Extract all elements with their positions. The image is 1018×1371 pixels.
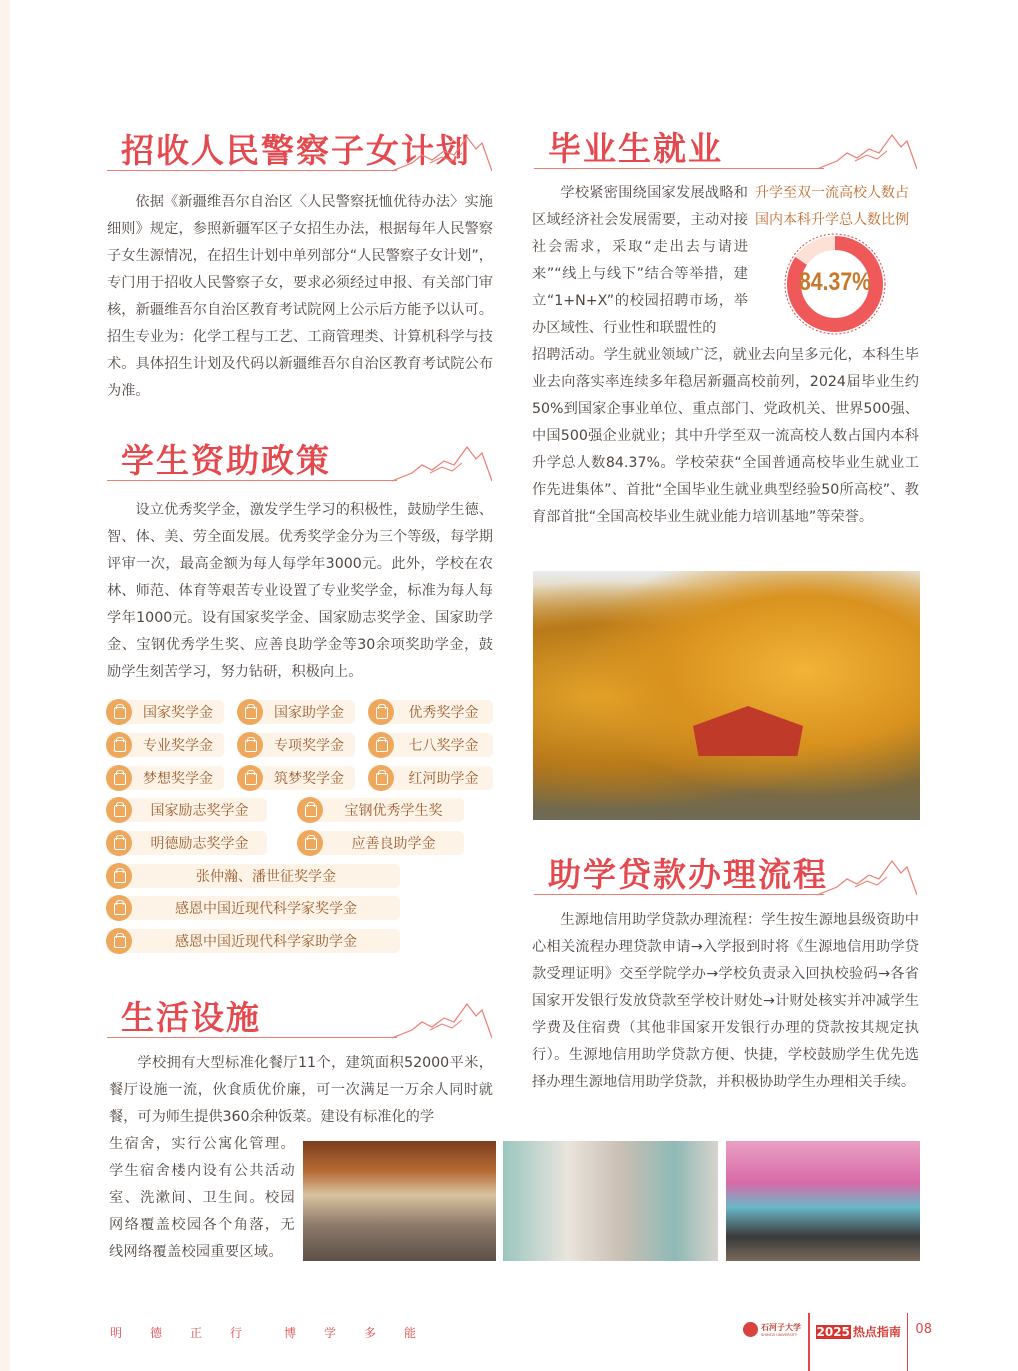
pavilion-shape xyxy=(693,706,803,756)
motto-char: 行 xyxy=(230,1326,243,1340)
scholarship-item xyxy=(298,798,464,822)
photo-canteen xyxy=(303,1141,496,1261)
motto-char: 明 xyxy=(110,1326,123,1340)
paragraph: 学校拥有大型标准化餐厅11个，建筑面积52000平米，餐厅设施一流，伙食质优价廉，可一次满足一万余人同时就餐，可为师生提供360余种饭菜。建设有标准化的学 xyxy=(109,1055,493,1125)
stat-caption-line: 国内本科升学总人数比例 xyxy=(755,212,909,228)
scholarship-label: 张仲瀚、潘世征奖学金 xyxy=(196,869,336,885)
police-text xyxy=(107,189,493,405)
scholarship-label: 国家励志奖学金 xyxy=(150,803,249,819)
lock-badge-icon xyxy=(368,765,394,791)
page-edge-strip xyxy=(0,0,10,1371)
life-text-top xyxy=(109,1050,493,1131)
mountain-icon xyxy=(817,131,917,171)
scholarship-item xyxy=(369,766,493,790)
scholarship-label: 国家助学金 xyxy=(274,705,344,721)
motto-char: 博 xyxy=(284,1326,297,1340)
lock-badge-icon xyxy=(106,895,132,921)
scholarship-label: 国家奖学金 xyxy=(143,705,213,721)
motto-char: 能 xyxy=(404,1326,417,1340)
section-title: 助学贷款办理流程 xyxy=(548,855,828,894)
scholarship-item xyxy=(107,929,400,953)
heading-underline xyxy=(107,1037,397,1039)
mountain-icon xyxy=(817,857,917,897)
footer-brand xyxy=(743,1313,932,1371)
scholarship-label: 宝钢优秀学生奖 xyxy=(344,803,443,819)
divider xyxy=(808,1313,810,1371)
scholarship-item xyxy=(238,733,355,757)
university-logo xyxy=(743,1322,801,1337)
lock-badge-icon xyxy=(106,863,132,889)
photo-autumn-pavilion xyxy=(533,571,920,820)
lock-badge-icon xyxy=(106,765,132,791)
photo-dorm-2 xyxy=(726,1141,920,1261)
heading-employment xyxy=(534,121,917,171)
paragraph: 生宿舍，实行公寓化管理。学生宿舍楼内设有公共活动室、洗漱间、卫生间。校园网络覆盖校园各个角落，无线网络覆盖校园重要区域。 xyxy=(109,1136,295,1260)
scholarship-label: 专项奖学金 xyxy=(274,738,344,754)
scholarship-item xyxy=(238,700,355,724)
section-title: 毕业生就业 xyxy=(548,129,723,168)
scholarship-label: 专业奖学金 xyxy=(143,738,213,754)
lock-badge-icon xyxy=(368,732,394,758)
aid-text xyxy=(107,497,493,686)
page-number: 08 xyxy=(915,1322,932,1337)
scholarship-item xyxy=(107,733,224,757)
paragraph: 招聘活动。学生就业领域广泛，就业去向呈多元化，本科生毕业去向落实率连续多年稳居新疆高校前列，2024届毕业生约50%到国家企事业单位、重点部门、党政机关、世界500强、中国500强企业就业；其中升学至双一流高校人数占国内本科升学总人数84.37%。学校荣获“全国普通高校毕业生就业工作先进集体”、首批“全国毕业生就业典型经验50所高校”、教育部首批“全国高校毕业生就业能力培训基地”等荣誉。 xyxy=(532,347,919,525)
lock-badge-icon xyxy=(106,797,132,823)
guide-label: 热点指南 xyxy=(852,1325,901,1339)
paragraph: 依据《新疆维吾尔自治区〈人民警察抚恤优待办法〉实施细则》规定，参照新疆军区子女招生办法，根据每年人民警察子女生源情况，在招生计划中单列部分“人民警察子女计划”，专门用于招收人民警察子女，要求必须经过申报、有关部门审核，新疆维吾尔自治区教育考试院网上公示后方能予以认可。招生专业为：化学工程与工艺、工商管理类、计算机科学与技术。具体招生计划及代码以新疆维吾尔自治区教育考试院公布为准。 xyxy=(107,194,493,399)
mountain-icon xyxy=(392,133,492,173)
lock-badge-icon xyxy=(237,732,263,758)
photo-dorm-1 xyxy=(503,1141,718,1261)
stat-donut xyxy=(780,232,890,336)
heading-underline xyxy=(534,894,824,896)
heading-life xyxy=(107,990,492,1040)
scholarship-item xyxy=(107,896,400,920)
motto-char: 正 xyxy=(190,1326,203,1340)
stat-caption xyxy=(755,180,909,234)
logo-en: SHIHEZI UNIVERSITY xyxy=(761,1333,798,1337)
employment-text-side xyxy=(532,180,748,342)
scholarship-label: 应善良助学金 xyxy=(351,836,436,852)
scholarship-item xyxy=(298,831,464,855)
footer-motto xyxy=(110,1324,444,1341)
lock-badge-icon xyxy=(297,830,323,856)
scholarship-label: 筑梦奖学金 xyxy=(274,771,344,787)
mountain-icon xyxy=(392,1000,492,1040)
scholarship-item xyxy=(369,733,493,757)
heading-underline xyxy=(107,480,397,482)
scholarship-item xyxy=(107,864,400,888)
guide-year: 2025 xyxy=(816,1324,850,1339)
scholarship-label: 红河助学金 xyxy=(408,771,479,787)
lock-badge-icon xyxy=(237,699,263,725)
scholarship-item xyxy=(107,700,224,724)
scholarship-label: 七八奖学金 xyxy=(408,738,479,754)
scholarship-item xyxy=(107,766,224,790)
mountain-icon xyxy=(392,443,492,483)
scholarship-label: 感恩中国近现代科学家奖学金 xyxy=(175,901,357,917)
heading-police xyxy=(107,123,492,173)
loan-text xyxy=(532,907,919,1096)
employment-text-rest xyxy=(532,342,919,531)
logo-text: 石河子大学 xyxy=(761,1323,801,1332)
lock-badge-icon xyxy=(106,699,132,725)
scholarship-item xyxy=(369,700,493,724)
stat-caption-line: 升学至双一流高校人数占 xyxy=(755,185,909,201)
logo-seal-icon xyxy=(743,1322,758,1337)
section-title: 学生资助政策 xyxy=(121,441,331,480)
divider xyxy=(907,1313,909,1371)
lock-badge-icon xyxy=(106,928,132,954)
heading-loan xyxy=(534,847,917,897)
life-text-side xyxy=(109,1131,295,1266)
section-title: 生活设施 xyxy=(121,998,261,1037)
scholarship-item xyxy=(238,766,355,790)
scholarship-item xyxy=(107,798,267,822)
motto-char: 德 xyxy=(150,1326,163,1340)
lock-badge-icon xyxy=(237,765,263,791)
heading-underline xyxy=(107,170,397,172)
scholarship-label: 梦想奖学金 xyxy=(143,771,213,787)
heading-underline xyxy=(534,168,824,170)
section-title: 招收人民警察子女计划 xyxy=(121,131,471,170)
lock-badge-icon xyxy=(106,830,132,856)
motto-char: 学 xyxy=(324,1326,337,1340)
scholarship-label: 明德励志奖学金 xyxy=(150,836,249,852)
lock-badge-icon xyxy=(297,797,323,823)
stat-value: 84.37% xyxy=(798,268,872,296)
paragraph: 生源地信用助学贷款办理流程：学生按生源地县级资助中心相关流程办理贷款申请→入学报到时将《生源地信用助学贷款受理证明》交至学院学办→学校负责录入回执校验码→各省国家开发银行发放贷款至学校计财处→计财处核实并冲减学生学费及住宿费（其他非国家开发银行办理的贷款按其规定执行）。生源地信用助学贷款方便、快捷，学校鼓励学生优先选择办理生源地信用助学贷款，并积极协助学生办理相关手续。 xyxy=(532,912,919,1090)
lock-badge-icon xyxy=(368,699,394,725)
paragraph: 学校紧密围绕国家发展战略和区域经济社会发展需要，主动对接社会需求，采取“走出去与请进来”“线上与线下”结合等举措，建立“1+N+X”的校园招聘市场，举办区域性、行业性和联盟性的 xyxy=(532,185,748,336)
scholarship-label: 感恩中国近现代科学家助学金 xyxy=(175,934,357,950)
motto-char: 多 xyxy=(364,1326,377,1340)
heading-aid xyxy=(107,433,492,483)
lock-badge-icon xyxy=(106,732,132,758)
paragraph: 设立优秀奖学金，激发学生学习的积极性，鼓励学生德、智、体、美、劳全面发展。优秀奖学金分为三个等级，每学期评审一次，最高金额为每人每学年3000元。此外，学校在农林、师范、体育等艰苦专业设置了专业奖学金，标准为每人每学年1000元。设有国家奖学金、国家励志奖学金、国家助学金、宝钢优秀学生奖、应善良助学金等30余项奖助学金，鼓励学生刻苦学习，努力钻研，积极向上。 xyxy=(107,502,493,680)
guide-title xyxy=(816,1323,901,1340)
scholarship-label: 优秀奖学金 xyxy=(408,705,479,721)
scholarship-item xyxy=(107,831,267,855)
